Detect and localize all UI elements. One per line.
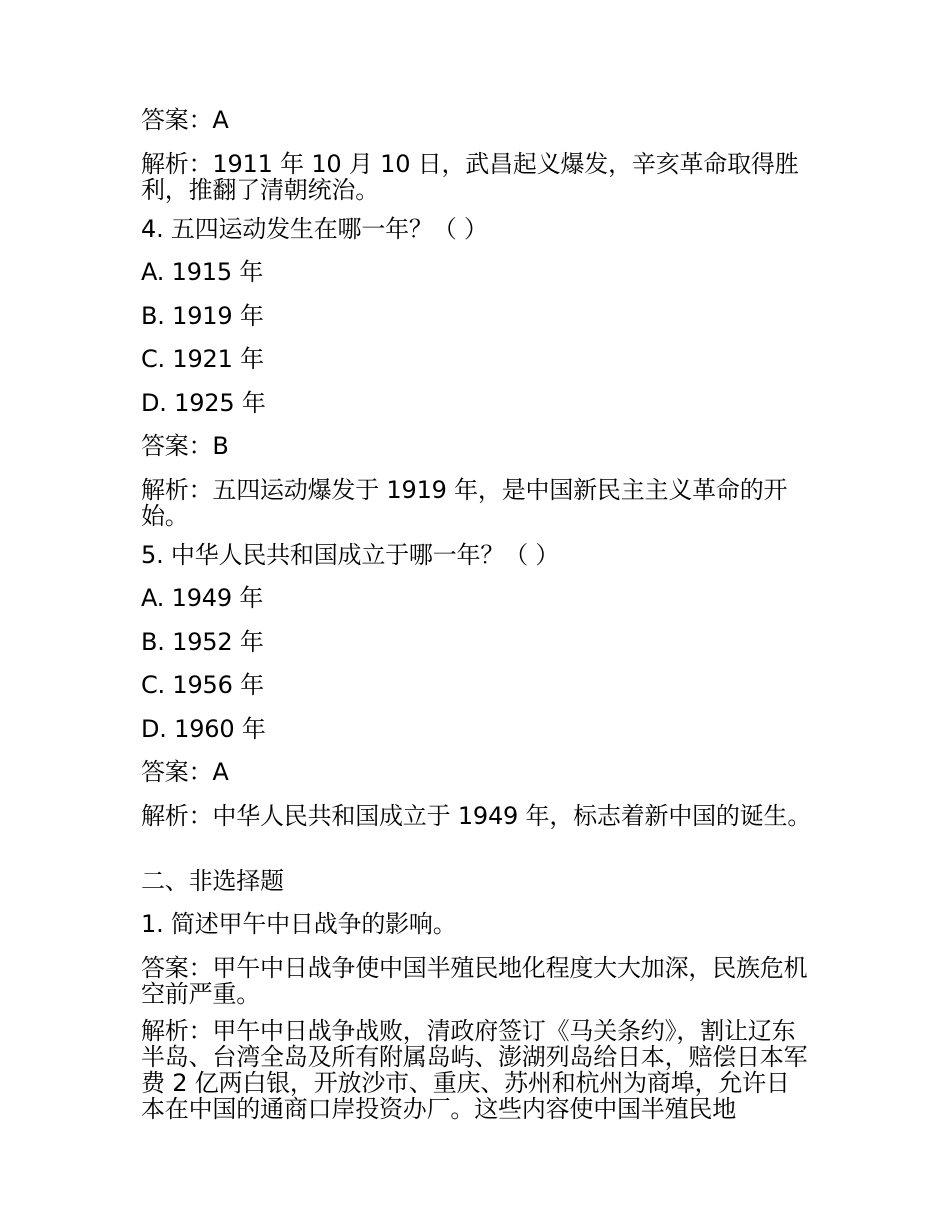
essay-question-1: 1. 简述甲午中日战争的影响。 <box>141 910 457 938</box>
q5-option-b: B. 1952 年 <box>141 628 264 656</box>
section-heading: 二、非选择题 <box>141 867 284 895</box>
q5-option-c: C. 1956 年 <box>141 671 264 699</box>
q4-option-c: C. 1921 年 <box>141 345 264 373</box>
answer-line-4: 答案：B <box>141 432 229 460</box>
essay-analysis-1: 解析：甲午中日战争战败，清政府签订《马关条约》，割让辽东半岛、台湾全岛及所有附属岛屿、澎湖列岛给日本，赔偿日本军费 2 亿两白银，开放沙市、重庆、苏州和杭州为商埠，允许日本在中国的通商口岸投资办厂。这些内容使中国半殖民地 <box>141 1017 808 1123</box>
analysis-line-4: 解析：五四运动爆发于 1919 年，是中国新民主主义革命的开始。 <box>141 476 788 530</box>
analysis-line-5: 解析：中华人民共和国成立于 1949 年，标志着新中国的诞生。 <box>141 802 812 830</box>
q4-option-d: D. 1925 年 <box>141 389 266 417</box>
answer-line-3: 答案：A <box>141 106 229 134</box>
q4-option-a: A. 1915 年 <box>141 258 264 286</box>
analysis-line-3: 解析：1911 年 10 月 10 日，武昌起义爆发，辛亥革命取得胜利，推翻了清朝统治。 <box>141 150 799 204</box>
essay-answer-1: 答案：甲午中日战争使中国半殖民地化程度大大加深，民族危机空前严重。 <box>141 954 808 1008</box>
q4-option-b: B. 1919 年 <box>141 302 264 330</box>
answer-line-5: 答案：A <box>141 758 229 786</box>
q5-option-d: D. 1960 年 <box>141 715 266 743</box>
question-5: 5. 中华人民共和国成立于哪一年？（ ） <box>141 541 560 569</box>
question-4: 4. 五四运动发生在哪一年？（ ） <box>141 215 488 243</box>
q5-option-a: A. 1949 年 <box>141 584 264 612</box>
